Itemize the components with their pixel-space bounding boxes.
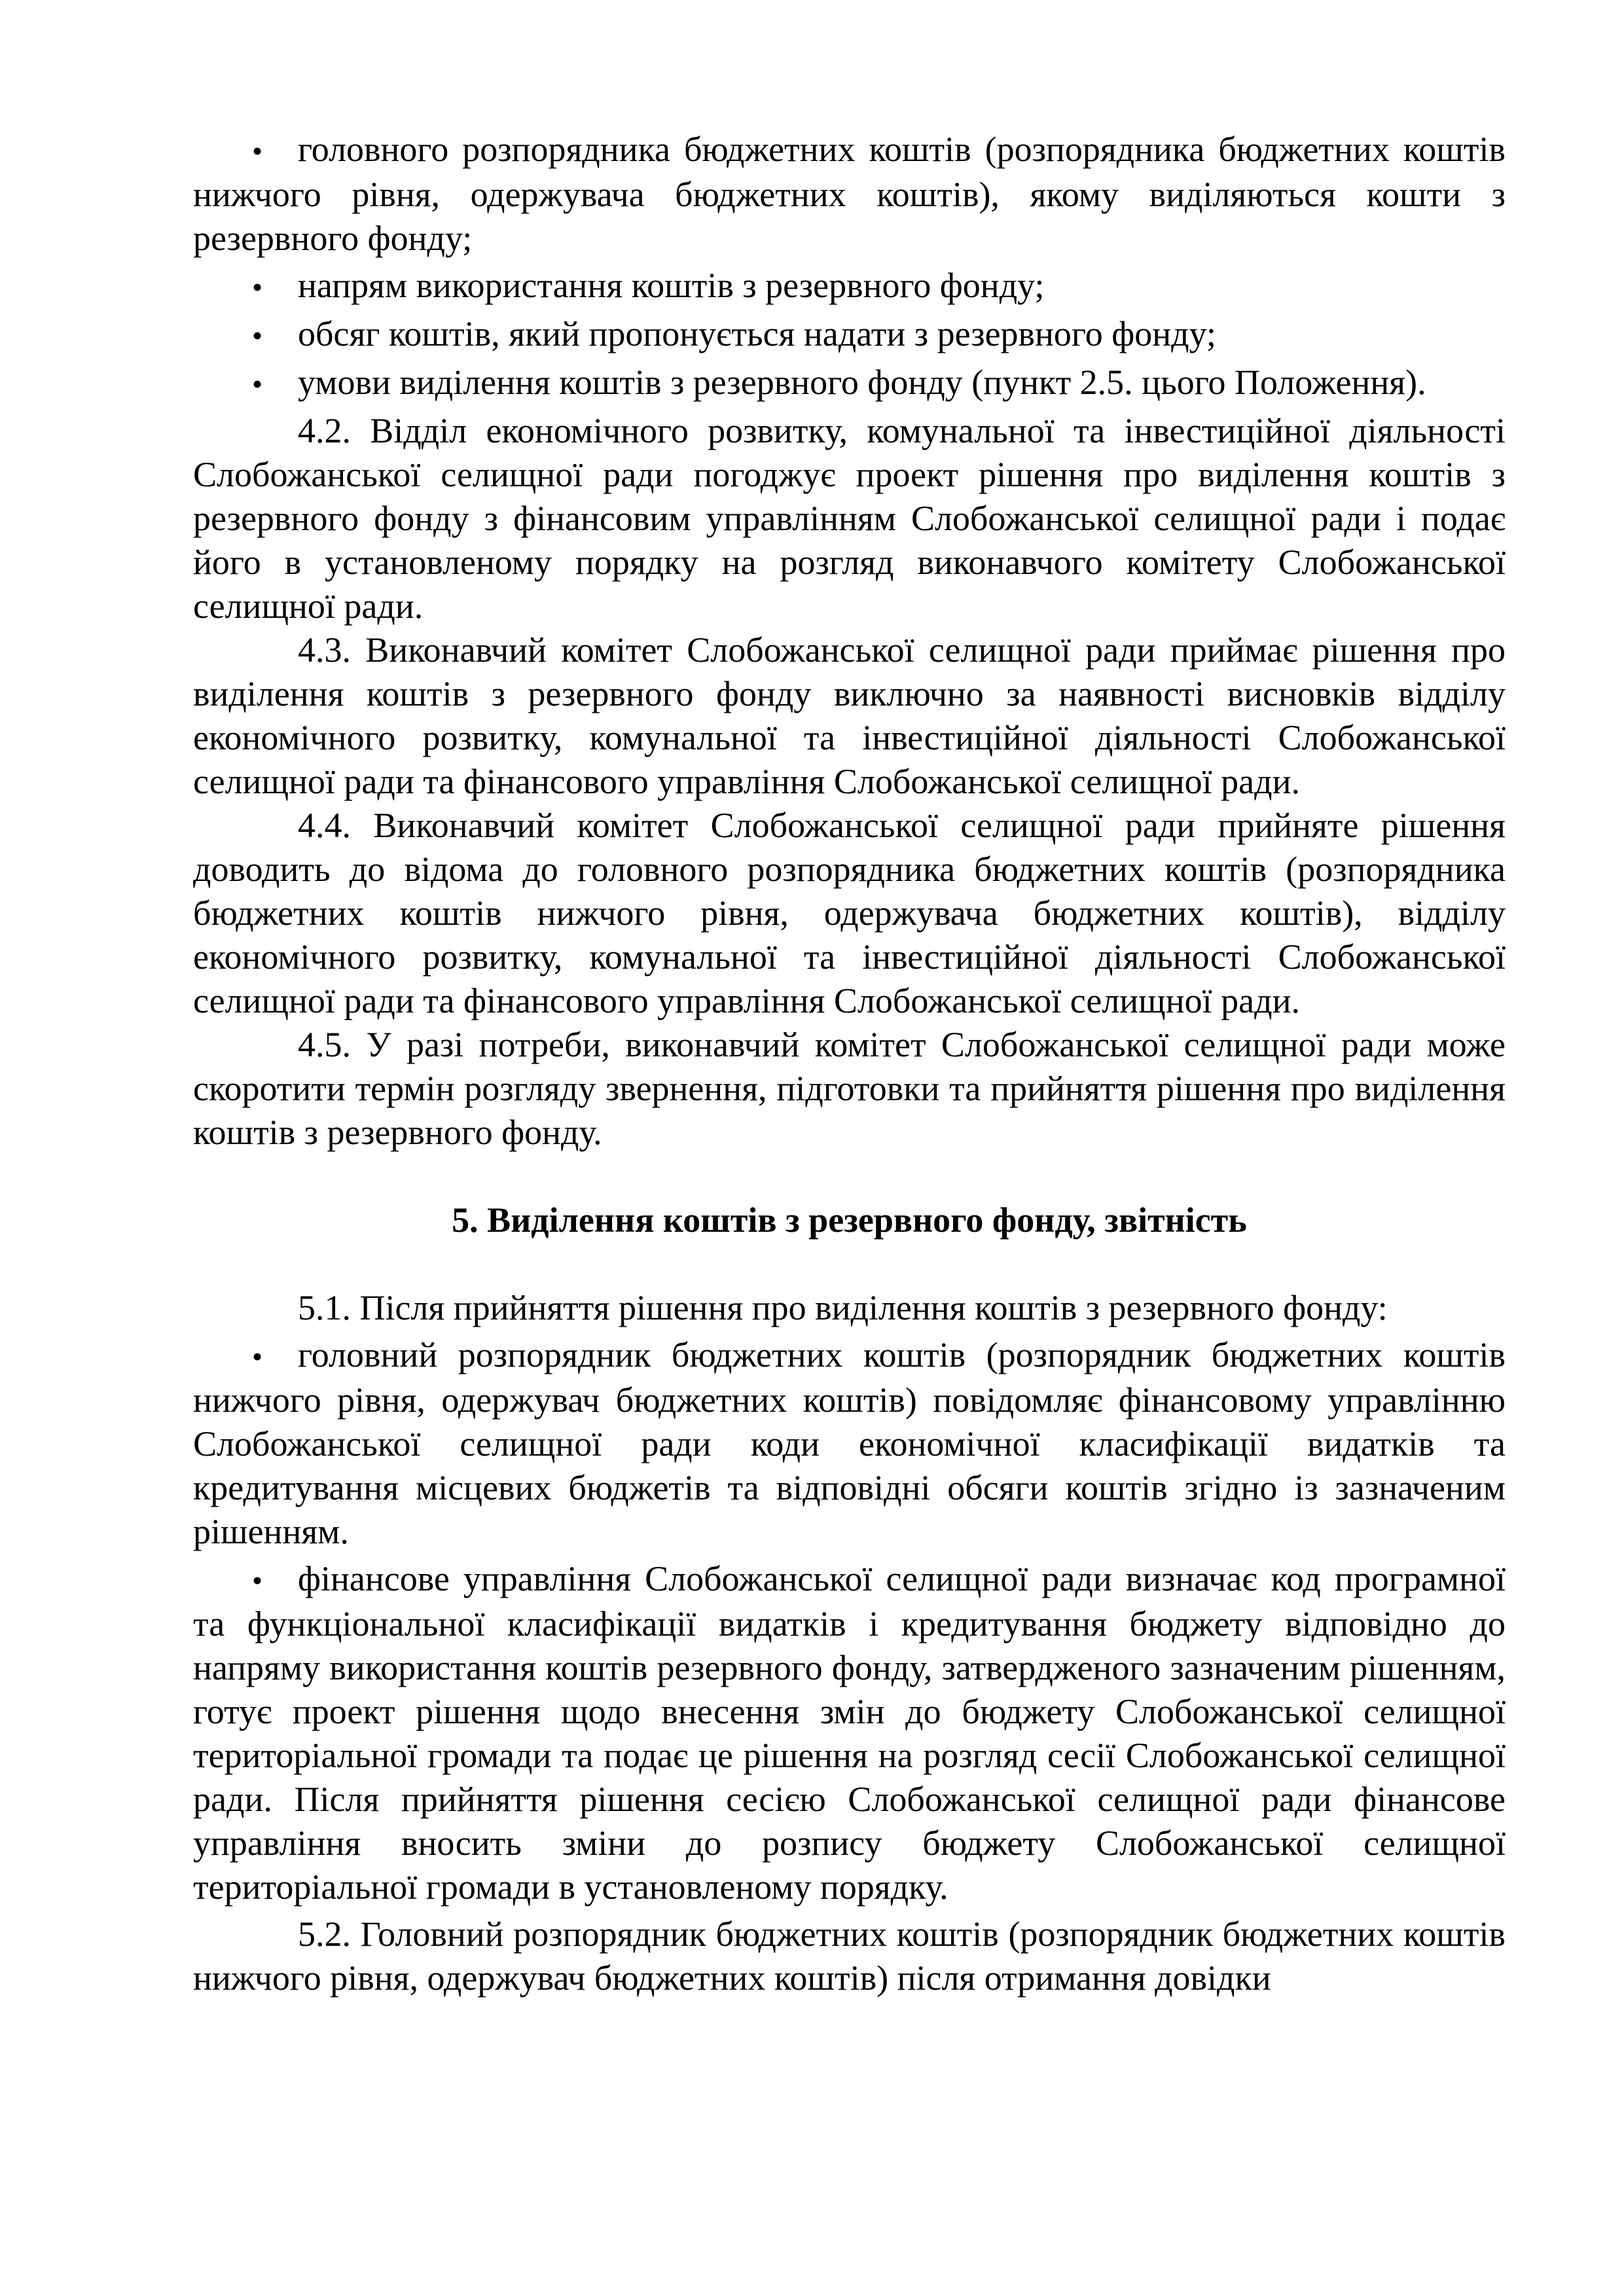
paragraph: 5.1. Після прийняття рішення про виділення коштів з резервного фонду:	[298, 1288, 1388, 1327]
list-item-text: обсяг коштів, який пропонується надати з резервного фонду;	[298, 314, 1216, 353]
paragraph: 4.2. Відділ економічного розвитку, комунальної та інвестиційної діяльності Слобожанської селищної ради погоджує проект рішення про виділення коштів з резервного фонду з фінансовим управлінням Слобожанської селищної ради і подає його в установленому порядку на розгляд виконавчого комітету Слобожанської селищної ради.	[193, 411, 1506, 626]
list-item-text: напрям використання коштів з резервного фонду;	[298, 266, 1045, 305]
section-heading: 5. Виділення коштів з резервного фонду, звітність	[452, 1200, 1247, 1240]
list-item	[193, 1333, 1506, 1554]
bullet-icon: •	[252, 319, 263, 352]
bullet-icon: •	[252, 1340, 263, 1373]
list-item	[193, 128, 1506, 260]
paragraph: 4.3. Виконавчий комітет Слобожанської селищної ради приймає рішення про виділення коштів з резервного фонду виключно за наявності висновків відділу економічного розвитку, комунальної та інвестиційної діяльності Слобожанської селищної ради та фінансового управління Слобожанської селищної ради.	[193, 630, 1506, 801]
list-item	[193, 1557, 1506, 1909]
text-content	[193, 124, 1506, 2000]
bullet-icon: •	[252, 1564, 263, 1597]
list-item-text: умови виділення коштів з резервного фонду (пункт 2.5. цього Положення).	[298, 363, 1426, 402]
bullet-icon: •	[252, 367, 263, 401]
bullet-icon: •	[252, 270, 263, 304]
list-item-text: фінансове управління Слобожанської селищної ради визначає код програмної та функціональної класифікації видатків і кредитування бюджету відповідно до напряму використання коштів резервного фонду, затвердженого зазначеним рішенням, готує проект рішення щодо внесення змін до бюджету Слобожанської селищної територіальної громади та подає це рішення на розгляд сесії Слобожанської селищної ради. Після прийняття рішення сесією Слобожанської селищної ради фінансове управління вносить зміни до розпису бюджету Слобожанської селищної територіальної громади в установленому порядку.	[193, 1559, 1506, 1907]
list-item	[193, 361, 1506, 406]
list-item-text: головний розпорядник бюджетних коштів (розпорядник бюджетних коштів нижчого рівня, одержувач бюджетних коштів) повідомляє фінансовому управлінню Слобожанської селищної ради коди економічної класифікації видатків та кредитування місцевих бюджетів та відповідні обсяги коштів згідно із зазначеним рішенням.	[193, 1335, 1506, 1551]
list-item-text: головного розпорядника бюджетних коштів (розпорядника бюджетних коштів нижчого рівня, одержувача бюджетних коштів), якому виділяються кошти з резервного фонду;	[193, 130, 1506, 258]
paragraph: 5.2. Головний розпорядник бюджетних коштів (розпорядник бюджетних коштів нижчого рівня, одержувач бюджетних коштів) після отримання довідки	[193, 1914, 1506, 1998]
bullet-icon: •	[252, 134, 263, 168]
paragraph: 4.4. Виконавчий комітет Слобожанської селищної ради прийняте рішення доводить до відома до головного розпорядника бюджетних коштів (розпорядника бюджетних коштів нижчого рівня, одержувача бюджетних коштів), відділу економічного розвитку, комунальної та інвестиційної діяльності Слобожанської селищної ради та фінансового управління Слобожанської селищної ради.	[193, 806, 1506, 1020]
paragraph: 4.5. У разі потреби, виконавчий комітет Слобожанської селищної ради може скоротити термін розгляду звернення, підготовки та прийняття рішення про виділення коштів з резервного фонду.	[193, 1025, 1506, 1152]
list-item	[193, 264, 1506, 309]
list-item	[193, 312, 1506, 357]
